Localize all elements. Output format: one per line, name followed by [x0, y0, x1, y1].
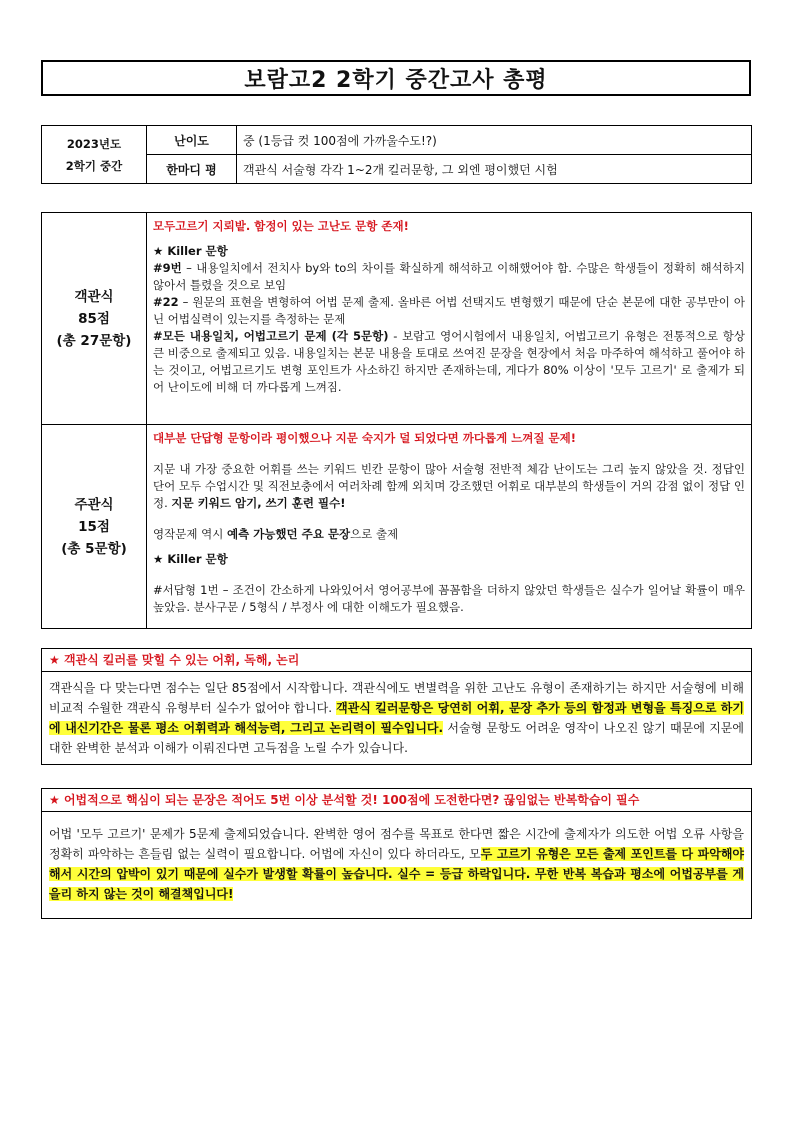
subjective-body: [147, 425, 752, 629]
exam-info-table: [41, 125, 752, 184]
section-review-table: [41, 212, 752, 629]
item-all-text: - 보람고 영어시험에서 내용일치, 어법고르기 유형은 전통적으로 항상 큰 비중으로 출제되고 있음. 내용일치는 본문 내용을 토대로 쓰여진 문장을 현장에서 처음 마주하여 해석하고 풀어야 하는 것이고, 어법고르기도 변형 포인트가 사소하긴 하지만 존재하는데, 게다가 80% 이상이 '모두 고르기' 로 출제가 되어 난이도에 비해 더 까다롭게 느껴짐.: [153, 329, 745, 394]
item-9-text: – 내용일치에서 전치사 by와 to의 차이를 확실하게 해석하고 이해했어야 함. 수많은 학생들이 정확히 해석하지 않아서 틀렸을 것으로 보임: [153, 261, 745, 292]
objective-body: [147, 213, 752, 425]
tip-box-objective-text-b: 서술형 문항도 어려운 영작이 나오진 않기 때문에 지문에 대한 완벽한 분석과 이해가 이뤄진다면 고득점을 노릴 수가 있습니다.: [49, 721, 744, 755]
tip-box-objective-content: [42, 672, 751, 764]
subjective-label-name: 주관식: [74, 496, 114, 513]
objective-label-count: (총 27문항): [56, 332, 132, 349]
item-all-heading: #모든 내용일치, 어법고르기 문제 (각 5문항): [153, 329, 389, 343]
subjective-para-1-text: 지문 내 가장 중요한 어휘를 쓰는 키워드 빈칸 문항이 많아 서술형 전반적 체감 난이도는 그리 높지 않았을 것. 정답인 단어 모두 수업시간 및 직전보충에서 여러차례 함께 외치며 강조했던 어휘로 대부분의 학생들이 거의 감점 없이 정답 인정.: [153, 462, 745, 510]
subjective-label-score: 15점: [78, 518, 110, 535]
subjective-para-1: [153, 461, 745, 512]
subjective-headline: 대부분 단답형 문항이라 평이했으나 지문 숙지가 덜 되었다면 까다롭게 느껴질 문제!: [153, 431, 576, 445]
subjective-label-count: (총 5문항): [61, 540, 127, 557]
star-icon: ★: [49, 793, 60, 807]
objective-headline: 모두고르기 지뢰밭. 함정이 있는 고난도 문항 존재!: [153, 219, 409, 233]
objective-item-all: [153, 328, 745, 396]
objective-item-22: [153, 294, 745, 328]
tip-box-grammar: [41, 788, 752, 919]
item-22-text: – 원문의 표현을 변형하여 어법 문제 출제. 올바른 어법 선택지도 변형했기 때문에 단순 본문에 대한 공부만이 아닌 어법실력이 있는지를 측정하는 문제: [153, 295, 745, 326]
tip-box-grammar-text-a: 어법 '모두 고르기' 문제가 5문제 출제되었습니다. 완벽한 영어 점수를 목표로 한다면 짧은 시간에 출제자가 의도한 어법 오류 사항을 정확히 파악하는 흔들림 없는 실력이 필요합니다. 어법에 자신이 있다 하더라도, 모: [49, 827, 744, 861]
objective-item-9: [153, 260, 745, 294]
objective-label-name: 객관식: [74, 288, 114, 305]
subjective-para-2: [153, 526, 745, 543]
semester-term: 2학기 중간: [65, 158, 123, 173]
tip-box-objective-highlight: 객관식 킬러문항은 당연히 어휘, 문장 추가 등의 함정과 변형을 특징으로 하기에 내신기간은 물론 평소 어휘력과 해석능력, 그리고 논리력이 필수입니다.: [49, 701, 744, 735]
item-9-number: #9번: [153, 261, 182, 275]
subjective-para-1-emphasis: 지문 키워드 암기, 쓰기 훈련 필수!: [171, 496, 346, 510]
subjective-killer-heading: ★ Killer 문항: [153, 552, 228, 566]
tip-box-grammar-highlight: 두 고르기 유형은 모든 출제 포인트를 다 파악해야 해서 시간의 압박이 있기 때문에 실수가 발생할 확률이 높습니다. 실수 = 등급 하락입니다. 무한 반복 복습과 평소에 어법공부를 게을리 하지 않는 것이 해결책입니다!: [49, 847, 744, 901]
difficulty-label: 난이도: [147, 126, 237, 155]
subjective-label: [42, 425, 147, 629]
tip-box-grammar-heading: [42, 789, 751, 812]
difficulty-value: 중 (1등급 컷 100점에 가까울수도!?): [237, 126, 752, 155]
tip-box-objective-title: 객관식 킬러를 맞힐 수 있는 어휘, 독해, 논리: [59, 653, 300, 667]
subjective-para-2-pre: 영작문제 역시: [153, 527, 227, 541]
tip-box-grammar-content: [42, 812, 751, 918]
tip-box-objective-text-a: 객관식을 다 맞는다면 점수는 일단 85점에서 시작합니다. 객관식에도 변별력을 위한 고난도 유형이 존재하기는 하지만 서술형에 비해 비교적 수월한 객관식 유형부터 실수가 없어야 합니다.: [49, 681, 744, 715]
subjective-para-2-emphasis: 예측 가능했던 주요 문장: [226, 527, 351, 541]
comment-label: 한마디 평: [147, 155, 237, 184]
page-title: 보람고2 2학기 중간고사 총평: [41, 60, 751, 96]
objective-label: [42, 213, 147, 425]
subjective-para-2-post: 으로 출제: [350, 527, 399, 541]
objective-label-score: 85점: [78, 310, 110, 327]
subjective-para-3: #서답형 1번 – 조건이 간소하게 나와있어서 영어공부에 꼼꼼함을 더하지 않았던 학생들은 실수가 일어날 확률이 매우 높았음. 분사구문 / 5형식 / 부정사 에 대한 이해도가 필요했음.: [153, 583, 745, 614]
objective-killer-heading: ★ Killer 문항: [153, 244, 228, 258]
item-22-number: #22: [153, 295, 179, 309]
semester-year: 2023년도: [66, 136, 122, 151]
comment-value: 객관식 서술형 각각 1~2개 킬러문항, 그 외엔 평이했던 시험: [237, 155, 752, 184]
tip-box-objective: [41, 648, 752, 765]
semester-cell: [42, 126, 147, 184]
star-icon: ★: [49, 653, 60, 667]
tip-box-objective-heading: [42, 649, 751, 672]
tip-box-grammar-title: 어법적으로 핵심이 되는 문장은 적어도 5번 이상 분석할 것! 100점에 도전한다면? 끊임없는 반복학습이 필수: [59, 793, 640, 807]
